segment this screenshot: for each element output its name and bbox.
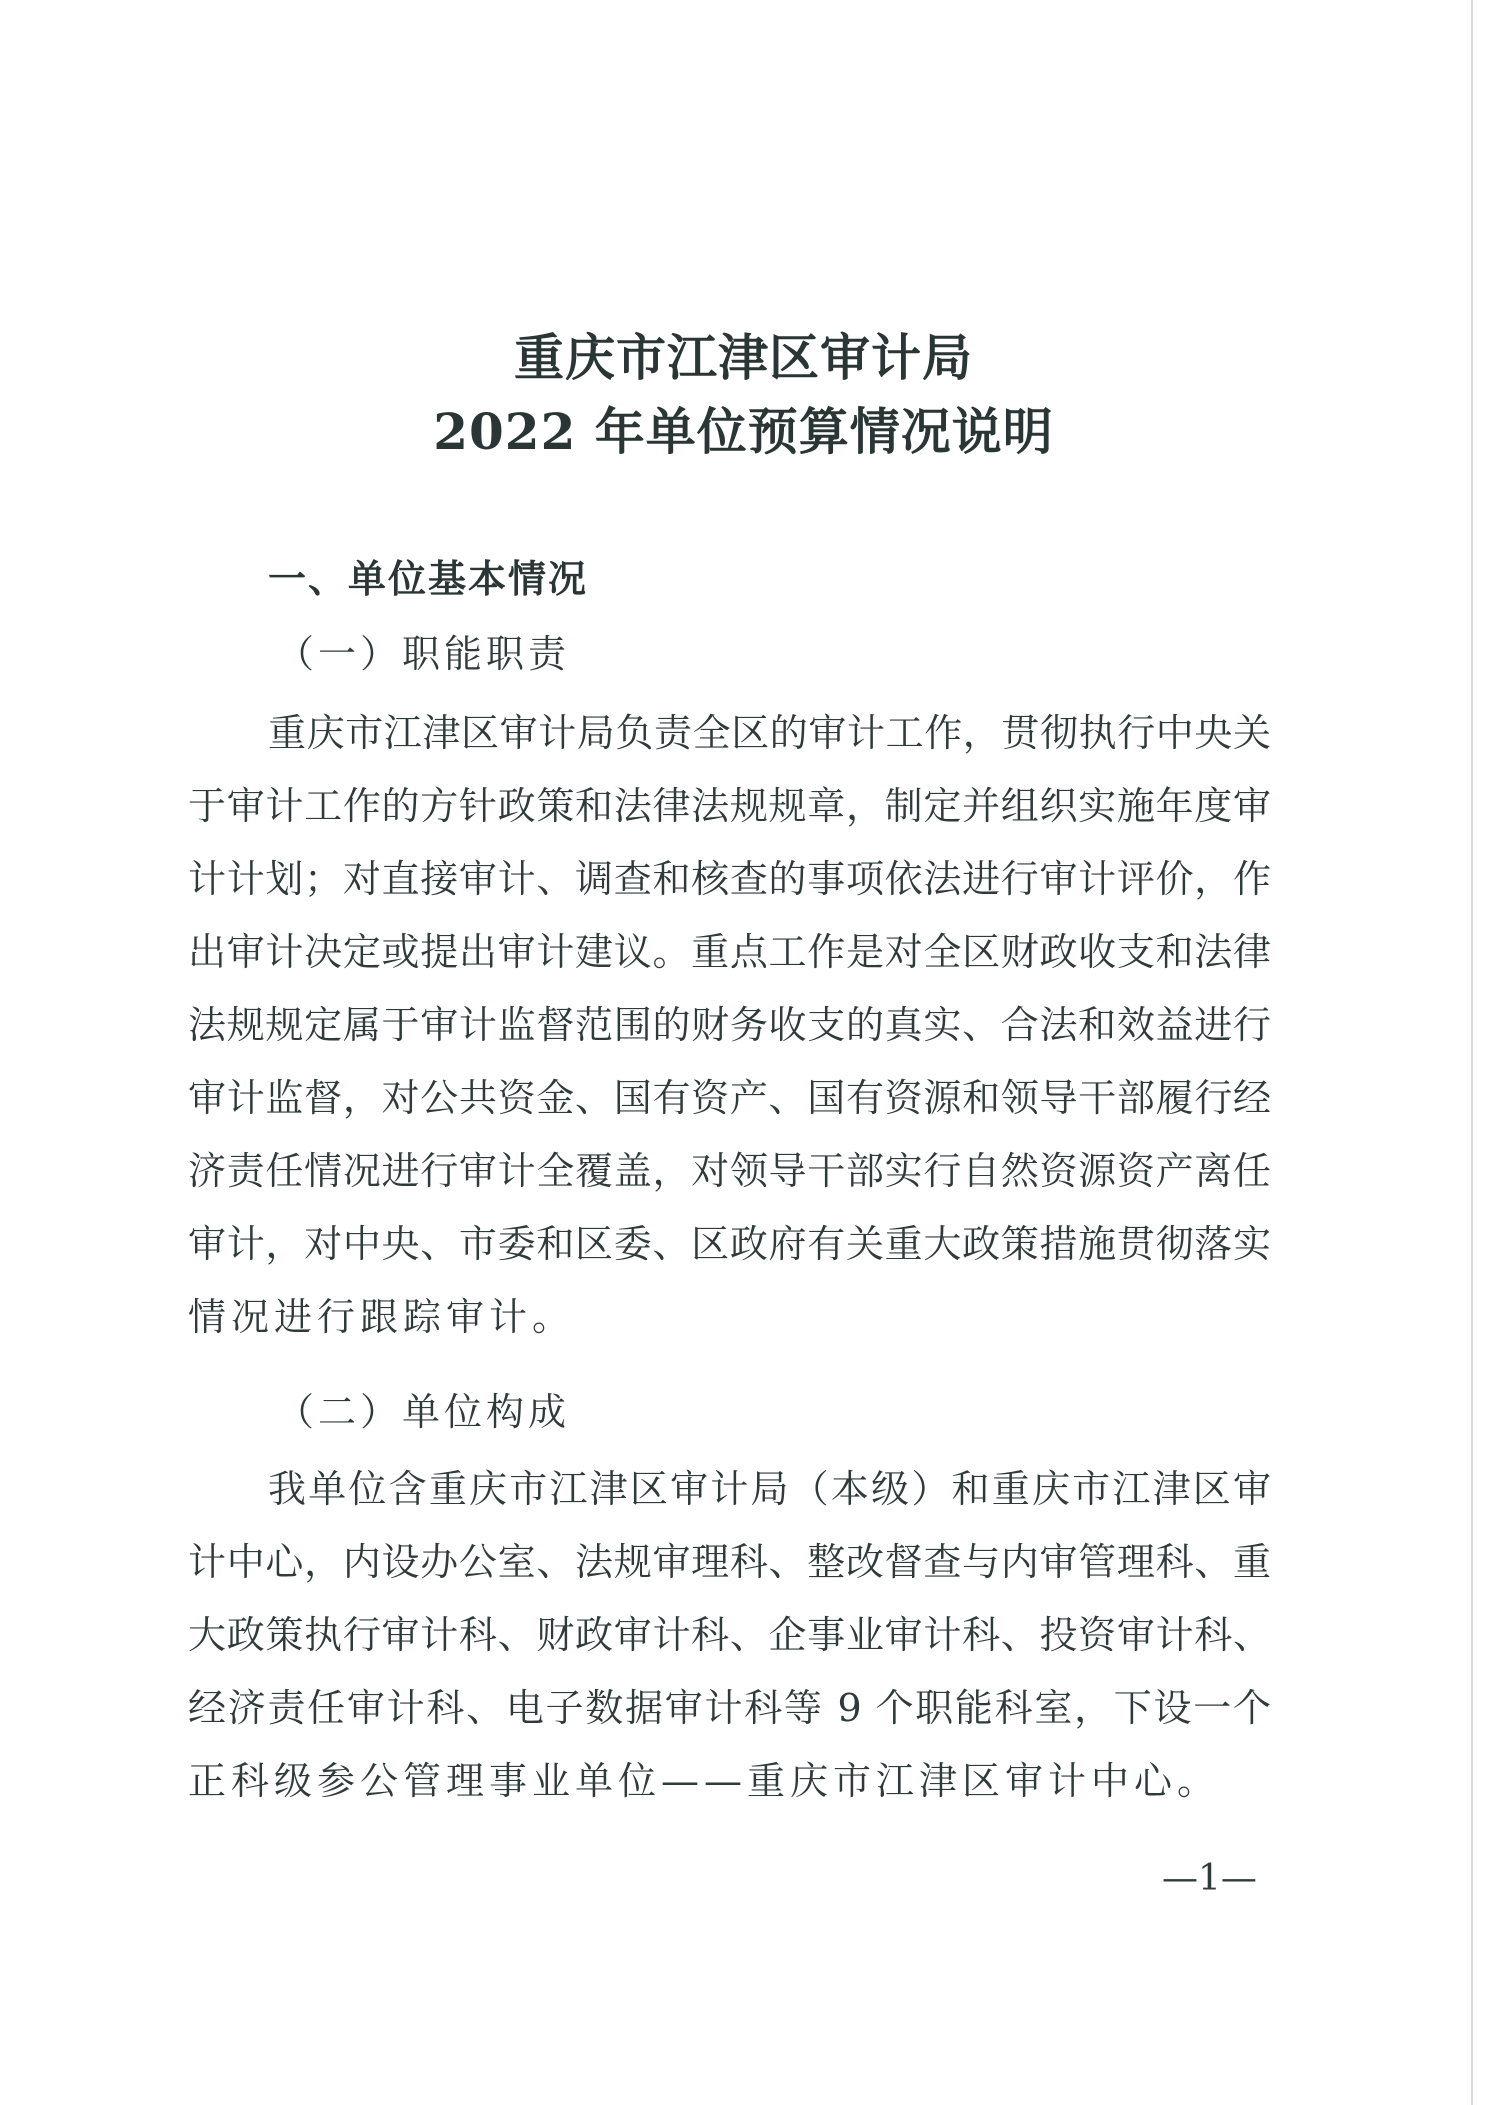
paragraph-line: 出审计决定或提出审计建议。重点工作是对全区财政收支和法律 bbox=[188, 930, 1271, 974]
document-title-line-1: 重庆市江津区审计局 bbox=[514, 328, 973, 387]
document-title-line-2: 2022 年单位预算情况说明 bbox=[433, 402, 1054, 461]
subsection-heading-duties: （一）职能职责 bbox=[276, 632, 571, 676]
paragraph-line: 审计监督，对公共资金、国有资产、国有资源和领导干部履行经 bbox=[188, 1076, 1271, 1120]
paragraph-line: 正科级参公管理事业单位——重庆市江津区审计中心。 bbox=[188, 1759, 1221, 1803]
paragraph-line: 济责任情况进行审计全覆盖，对领导干部实行自然资源资产离任 bbox=[188, 1149, 1271, 1193]
paragraph-line: 于审计工作的方针政策和法律法规规章，制定并组织实施年度审 bbox=[188, 784, 1271, 828]
paragraph-line: 情况进行跟踪审计。 bbox=[188, 1295, 576, 1339]
paragraph-line: 计中心，内设办公室、法规审理科、整改督查与内审管理科、重 bbox=[188, 1540, 1271, 1584]
subsection-heading-composition: （二）单位构成 bbox=[276, 1390, 571, 1434]
paragraph-line: 重庆市江津区审计局负责全区的审计工作，贯彻执行中央关 bbox=[268, 711, 1271, 755]
scan-edge-divider bbox=[1471, 0, 1473, 2105]
paragraph-line: 我单位含重庆市江津区审计局（本级）和重庆市江津区审 bbox=[268, 1467, 1271, 1511]
paragraph-line: 经济责任审计科、电子数据审计科等 9 个职能科室，下设一个 bbox=[188, 1686, 1271, 1730]
section-heading-basic-info: 一、单位基本情况 bbox=[268, 557, 589, 601]
paragraph-line: 大政策执行审计科、财政审计科、企事业审计科、投资审计科、 bbox=[188, 1613, 1271, 1657]
paragraph-line: 计计划；对直接审计、调查和核查的事项依法进行审计评价，作 bbox=[188, 857, 1271, 901]
paragraph-line: 审计，对中央、市委和区委、区政府有关重大政策措施贯彻落实 bbox=[188, 1222, 1271, 1266]
paragraph-line: 法规规定属于审计监督范围的财务收支的真实、合法和效益进行 bbox=[188, 1003, 1271, 1047]
page-number: —1— bbox=[1162, 1858, 1257, 1899]
